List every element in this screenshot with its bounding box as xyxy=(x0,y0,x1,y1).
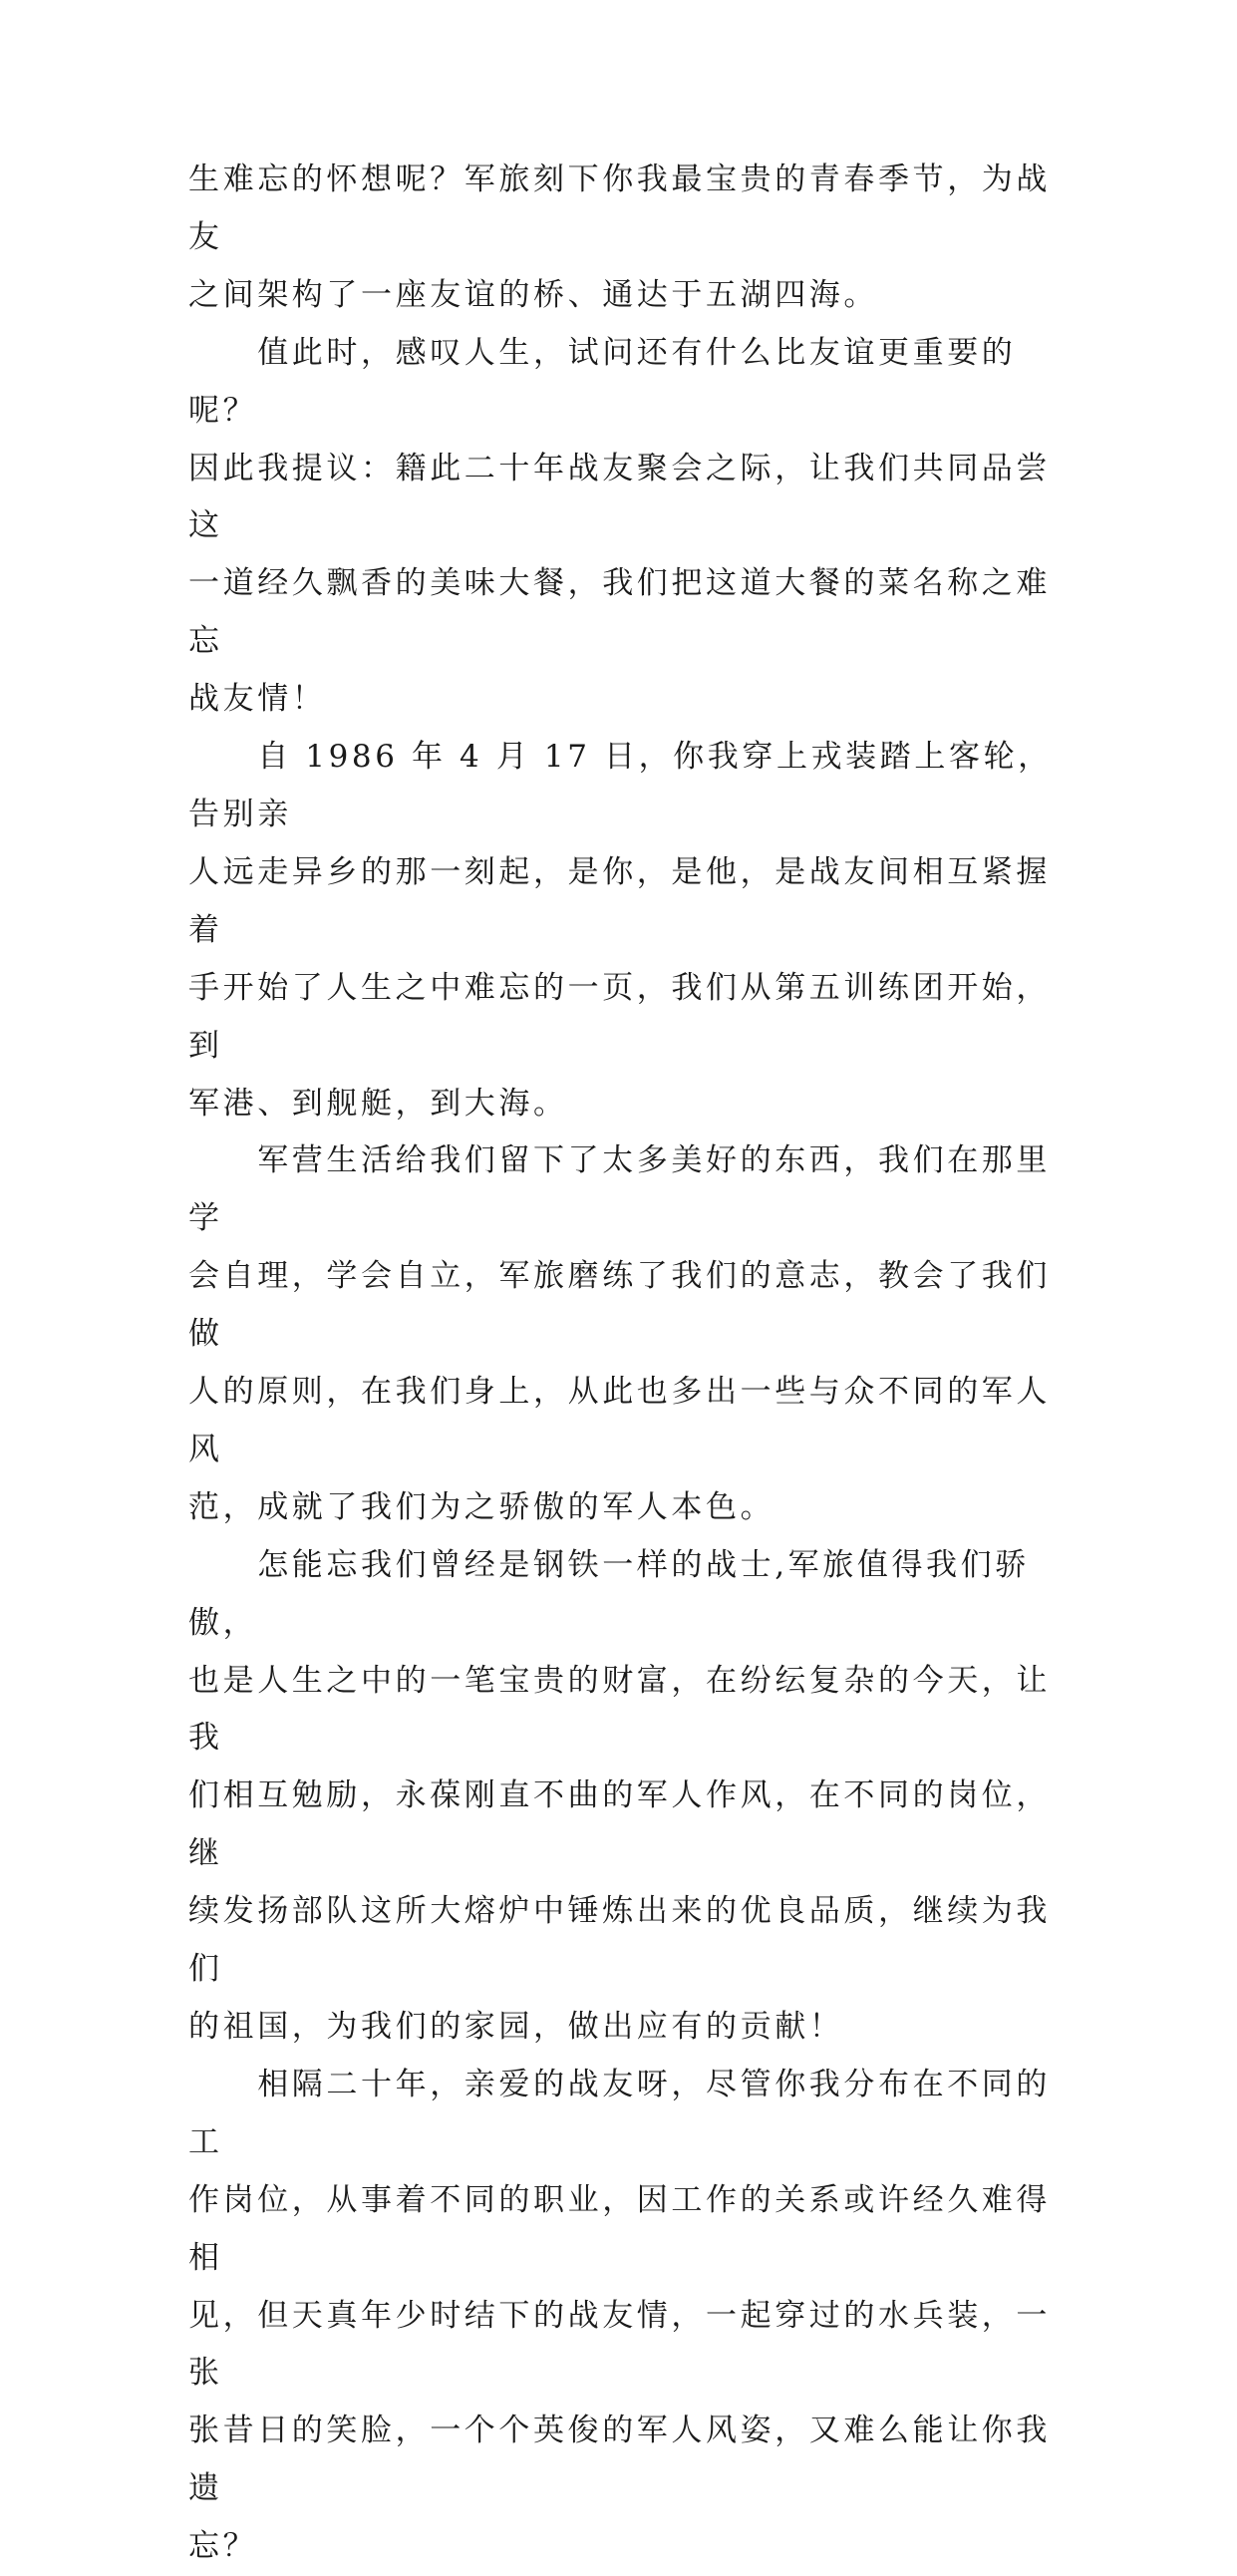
text-line: 见，但天真年少时结下的战友情，一起穿过的水兵装，一张 xyxy=(188,2297,1051,2392)
text-line: 张昔日的笑脸，一个个英俊的军人风姿，又难么能让你我遗 xyxy=(188,2413,1051,2507)
text-line: 人的原则，在我们身上，从此也多出一些与众不同的军人风 xyxy=(188,1374,1051,1467)
text-line: 续发扬部队这所大熔炉中锤炼出来的优良品质，继续为我们 xyxy=(188,1893,1051,1988)
text-line: 军港、到舰艇，到大海。 xyxy=(188,1085,568,1122)
paragraph-1 xyxy=(188,152,1066,325)
text-line: 忘？ xyxy=(188,2528,258,2565)
text-line: 人远走异乡的那一刻起，是你，是他，是战友间相互紧握着 xyxy=(188,853,1051,948)
paragraph-3 xyxy=(188,729,1066,1132)
text-line: 自 1986 年 4 月 17 日，你我穿上戎装踏上客轮，告别亲 xyxy=(188,739,1053,832)
text-line: 们相互勉励，永葆刚直不曲的军人作风，在不同的岗位，继 xyxy=(188,1777,1051,1872)
text-line: 作岗位，从事着不同的职业，因工作的关系或许经久难得相 xyxy=(188,2181,1051,2276)
paragraph-4 xyxy=(188,1132,1066,1536)
text-line: 怎能忘我们曾经是钢铁一样的战士,军旅值得我们骄傲， xyxy=(188,1546,1030,1641)
text-line: 战友情！ xyxy=(188,681,327,718)
text-line: 范，成就了我们为之骄傲的军人本色。 xyxy=(188,1488,775,1525)
text-line: 的祖国，为我们的家园，做出应有的贡献！ xyxy=(188,2009,844,2045)
document-body xyxy=(188,152,1066,2576)
text-line: 相隔二十年，亲爱的战友呀，尽管你我分布在不同的工 xyxy=(188,2066,1051,2160)
text-line: 生难忘的怀想呢？军旅刻下你我最宝贵的青春季节，为战友 xyxy=(188,161,1051,255)
text-line: 因此我提议：籍此二十年战友聚会之际，让我们共同品尝这 xyxy=(188,450,1051,544)
text-line: 也是人生之中的一笔宝贵的财富，在纷纭复杂的今天，让我 xyxy=(188,1662,1051,1757)
text-line: 值此时，感叹人生，试问还有什么比友谊更重要的呢？ xyxy=(188,334,1017,429)
text-line: 一道经久飘香的美味大餐，我们把这道大餐的菜名称之难忘 xyxy=(188,565,1051,660)
paragraph-5 xyxy=(188,1537,1066,2057)
text-line: 军营生活给我们留下了太多美好的东西，我们在那里学 xyxy=(188,1142,1051,1237)
text-line: 会自理，学会自立，军旅磨练了我们的意志，教会了我们做 xyxy=(188,1258,1051,1353)
paragraph-6 xyxy=(188,2057,1066,2576)
text-line: 之间架构了一座友谊的桥、通达于五湖四海。 xyxy=(188,276,878,313)
paragraph-2 xyxy=(188,325,1066,729)
text-line: 手开始了人生之中难忘的一页，我们从第五训练团开始，到 xyxy=(188,969,1051,1064)
